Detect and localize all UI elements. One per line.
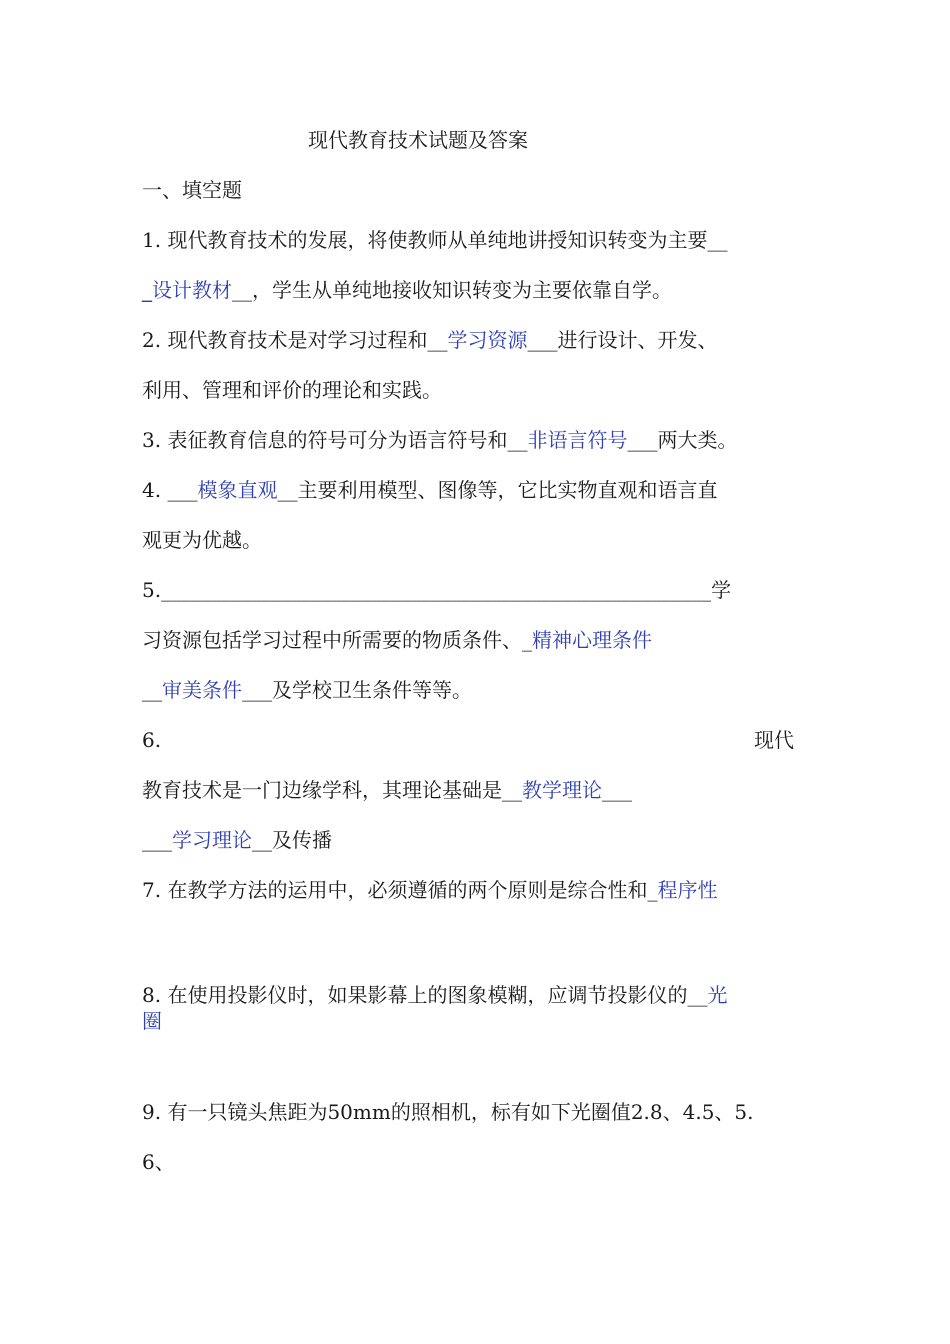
question-6-answer-1: 教学理论: [522, 778, 602, 802]
question-2-line-2: 利用、管理和评价的理论和实践。: [142, 378, 442, 402]
section-heading: 一、填空题: [142, 178, 242, 202]
question-8-line-1: 8. 在使用投影仪时，如果影幕上的图象模糊，应调节投影仪的__光: [142, 983, 728, 1007]
question-6-line-1-end: 现代: [754, 728, 794, 752]
question-7-answer: 程序性: [657, 878, 718, 902]
question-5-answer-2: 审美条件: [162, 678, 242, 702]
document-title: 现代教育技术试题及答案: [308, 128, 528, 152]
question-4-answer: 模象直观: [197, 478, 278, 502]
question-8-answer-part-1: 光: [707, 983, 728, 1007]
question-2-answer: 学习资源: [447, 328, 528, 352]
question-3-answer: 非语言符号: [527, 428, 628, 452]
question-1-line-2: _设计教材__，学生从单纯地接收知识转变为主要依靠自学。: [142, 278, 672, 302]
question-4-line-2: 观更为优越。: [142, 528, 262, 552]
question-5-answer-1: 精神心理条件: [532, 628, 652, 652]
question-8-line-2: [142, 1008, 162, 1034]
question-3-line-1: 3. 表征教育信息的符号可分为语言符号和__非语言符号___两大类。: [142, 428, 738, 452]
question-9-line-1: 9. 有一只镜头焦距为50mm的照相机，标有如下光圈值2.8、4.5、5.: [142, 1100, 754, 1124]
question-5-line-2: 习资源包括学习过程中所需要的物质条件、_精神心理条件: [142, 628, 652, 652]
question-6-line-2: 教育技术是一门边缘学科，其理论基础是__教学理论___: [142, 778, 632, 802]
question-1-line-1: 1. 现代教育技术的发展，将使教师从单纯地讲授知识转变为主要__: [142, 228, 728, 252]
question-6-answer-2: 学习理论: [172, 828, 252, 852]
question-4-line-1: 4. ___模象直观__主要利用模型、图像等，它比实物直观和语言直: [142, 478, 718, 502]
question-5-line-3: __审美条件___及学校卫生条件等等。: [142, 678, 472, 702]
question-2-line-1: 2. 现代教育技术是对学习过程和__学习资源___进行设计、开发、: [142, 328, 718, 352]
question-8-answer-part-2: 圈: [142, 1009, 162, 1033]
question-5-blank: _______________________________________________________: [161, 578, 712, 602]
question-6-number: 6.: [142, 728, 162, 752]
question-7-line-1: 7. 在教学方法的运用中，必须遵循的两个原则是综合性和_程序性: [142, 878, 718, 902]
question-6-line-3: ___学习理论__及传播: [142, 828, 332, 852]
question-1-answer: _设计教材: [142, 278, 232, 302]
question-9-line-2: 6、: [142, 1150, 175, 1174]
question-5-line-1: 5._______________________________________________________学: [142, 578, 732, 602]
